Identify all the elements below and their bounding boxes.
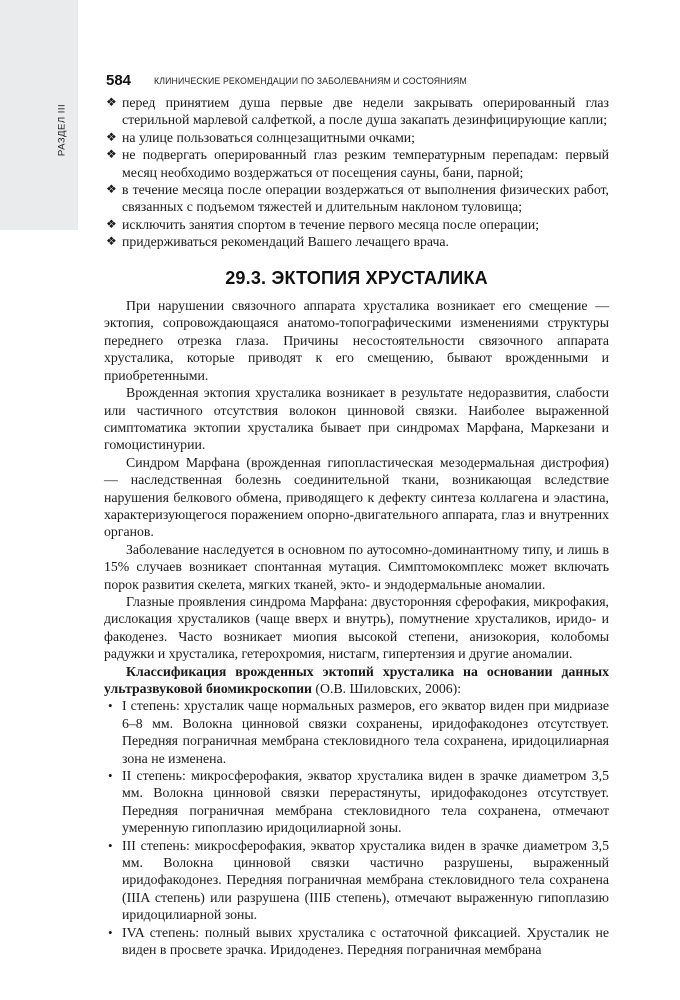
- grade-text: II степень: микросферофакия, экватор хрусталика виден в зрачке диаметром 3,5 мм. Волокна цинновой связки перерастянуты, иридофакодонез отсутствует. Передняя пограничная мембрана стекловидного тела сохранена, отмечают умеренную гипоплазию иридоцилиарной зоны.: [122, 768, 609, 836]
- list-item: [104, 767, 609, 837]
- list-item: [104, 181, 609, 216]
- grade-text: IVA степень: полный вывих хрусталика с остаточной фиксацией. Хрусталик не виден в просвете зрачка. Иридоденез. Передняя пограничная мембрана: [122, 924, 609, 958]
- page-number: 584: [106, 72, 132, 89]
- list-item: [104, 837, 609, 924]
- body-paragraph: При нарушении связочного аппарата хрусталика возникает его смещение — эктопия, сопровождающаяся анатомо-топографическими изменениями структуры переднего отрезка глаза. Причины несостоятельности связочного аппарата хрусталика, которые приводят к его смещению, бывают врожденными и приобретенными.: [104, 298, 609, 383]
- diamond-bullet-icon: ❖: [106, 182, 117, 197]
- list-item: [104, 216, 609, 233]
- grade-text: III степень: микросферофакия, экватор хрусталика виден в зрачке диаметром 3,5 мм. Волокна цинновой связки частично разрушены, выраженный иридофакодонез. Передняя пограничная мембрана стекловидного тела сохранена (IIIA степень) или разрушена (IIIБ степень), отмечают выраженную гипоплазию иридоцилиарной зоны.: [122, 837, 609, 923]
- list-item: [104, 94, 609, 129]
- diamond-bullet-icon: ❖: [106, 216, 117, 231]
- recommendation-list: [104, 94, 609, 251]
- body-paragraph: Заболевание наследуется в основном по аутосомно-доминантному типу, и лишь в 15% случаев возникает спонтанная мутация. Симптомокомплекс может включать порок развития скелета, мягких тканей, экто- и эндодермальные аномалии.: [104, 541, 609, 592]
- body-paragraph: Синдром Марфана (врожденная гипопластическая мезодермальная дистрофия) — наследственная болезнь соединительной ткани, возникающая вследствие нарушения белкового обмена, приводящего к дефекту синтеза коллагена и эластина, характеризующегося поражением опорно-двигательного аппарата, глаз и внутренних органов.: [104, 454, 609, 540]
- classification-heading: [104, 663, 609, 698]
- section-side-tab: [0, 0, 78, 230]
- list-item-text: на улице пользоваться солнцезащитными очками;: [122, 129, 416, 145]
- list-item-text: придерживаться рекомендаций Вашего лечащего врача.: [122, 234, 449, 250]
- body-paragraph: Врожденная эктопия хрусталика возникает в результате недоразвития, слабости или частичного отсутствия волокон цинновой связки. Наиболее выраженной симптоматика эктопии хрусталика бывает при синдромах Марфана, Маркезани и гомоцистинурии.: [104, 385, 609, 453]
- list-item: [104, 129, 609, 146]
- list-item-text: в течение месяца после операции воздержаться от выполнения физических работ, связанных с подъемом тяжестей и длительным наклоном туловища;: [122, 182, 609, 215]
- body-paragraph: Глазные проявления синдрома Марфана: двусторонняя сферофакия, микрофакия, дислокация хрусталиков (чаще вверх и внутрь), помутнение хрусталиков, иридо- и факоденез. Часто возникает миопия высокой степени, анизокория, колобомы радужки и хрусталика, гетерохромия, нистагм, гипертензия и другие аномалии.: [104, 593, 609, 662]
- bullet-icon: •: [108, 837, 113, 853]
- section-label: РАЗДЕЛ III: [56, 103, 68, 157]
- classification-source: (О.В. Шиловских, 2006):: [311, 681, 462, 696]
- diamond-bullet-icon: ❖: [106, 129, 117, 144]
- grade-list: [104, 697, 609, 958]
- bullet-icon: •: [108, 698, 113, 714]
- list-item: [104, 924, 609, 959]
- list-item: [104, 697, 609, 767]
- list-item-text: исключить занятия спортом в течение первого месяца после операции;: [122, 216, 540, 232]
- page-body: [104, 94, 609, 959]
- section-title: 29.3. ЭКТОПИЯ ХРУСТАЛИКА: [225, 267, 488, 288]
- diamond-bullet-icon: ❖: [106, 95, 117, 109]
- bullet-icon: •: [108, 924, 113, 940]
- diamond-bullet-icon: ❖: [106, 234, 117, 249]
- list-item: [104, 146, 609, 181]
- running-header: КЛИНИЧЕСКИЕ РЕКОМЕНДАЦИИ ПО ЗАБОЛЕВАНИЯМ И СОСТОЯНИЯМ: [154, 76, 467, 87]
- list-item-text: не подвергать оперированный глаз резким температурным перепадам: первый месяц необходимо воздержаться от посещения сауны, бани, парной;: [122, 147, 609, 180]
- list-item-text: перед принятием душа первые две недели закрывать оперированный глаз стерильной марлевой салфеткой, а после душа закапать дезинфицирующие капли;: [122, 95, 609, 128]
- diamond-bullet-icon: ❖: [106, 147, 117, 162]
- classification-title: Классификация врожденных эктопий хрусталика на основании данных ультразвуковой биомикроскопии: [104, 663, 609, 696]
- bullet-icon: •: [108, 768, 113, 784]
- list-item: [104, 233, 609, 250]
- grade-text: I степень: хрусталик чаще нормальных размеров, его экватор виден при мидриазе 6–8 мм. Волокна цинновой связки сохранены, иридофакодонез отсутствует. Передняя пограничная мембрана стекловидного тела сохранена, иридоцилиарная зона не изменена.: [122, 698, 609, 766]
